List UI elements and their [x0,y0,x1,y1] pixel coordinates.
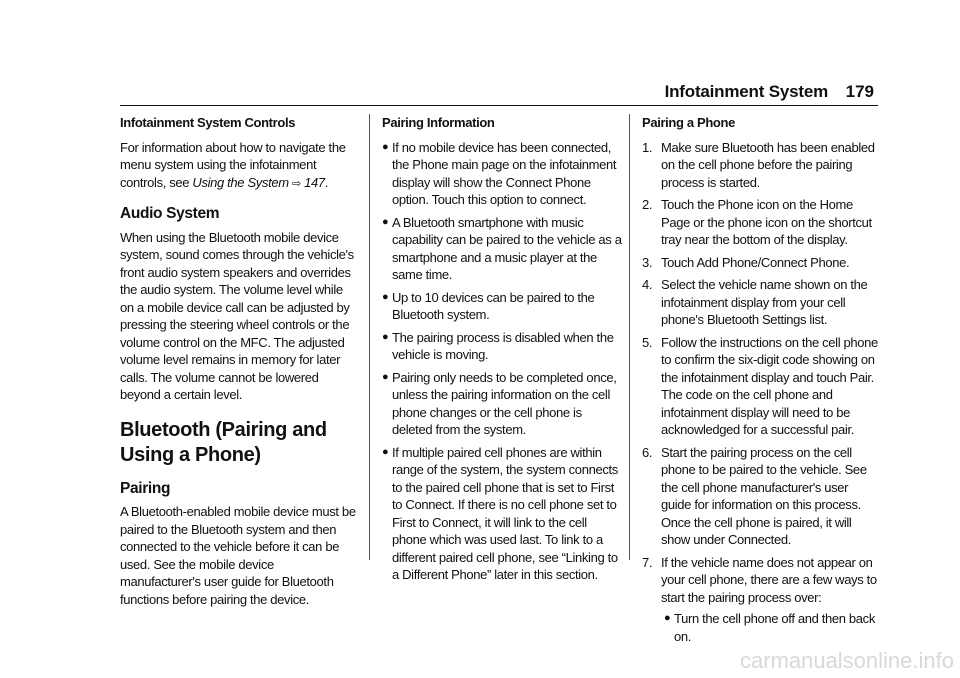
step-item [642,139,880,192]
page-header [0,0,960,100]
step-text: If the vehicle name does not appear on your cell phone, there are a few ways to start the pairing process over: [661,554,877,605]
audio-system-paragraph: When using the Bluetooth mobile device system, sound comes through the vehicle's front audio system speakers and overrides the audio system. The volume level while on a mobile device call can be adjusted by pressing the steering wheel controls or the volume control on the MFC. The adjusted volume level remains in memory for later calls. The volume cannot be lowered beyond a certain level. [120,229,354,402]
cross-ref-link[interactable]: Using the System [192,174,289,190]
step-number: 3. [642,254,653,270]
step-item [642,554,880,646]
pairing-info-list [382,139,622,584]
cross-ref-page[interactable]: 147 [304,174,325,190]
bullet-icon: ● [382,140,389,153]
bullet-icon: ● [382,445,389,458]
controls-subheading: Infotainment System Controls [120,115,296,130]
list-item [382,289,622,324]
bullet-icon: ● [382,370,389,383]
bullet-icon: ● [382,330,389,343]
list-item [382,214,622,284]
step-item [642,254,880,272]
step-text: Start the pairing process on the cell phone to be paired to the vehicle. See the cell phone manufacturer's user guide for information on this process. Once the cell phone is paired, it will show under Connected. [661,444,867,547]
step-number: 2. [642,197,653,212]
step-text: Touch the Phone icon on the Home Page or the phone icon on the shortcut tray near the bottom of the display. [661,197,872,247]
list-item-text: Turn the cell phone off and then back on. [674,611,875,644]
pairing-steps-list [642,139,880,646]
list-item-text: The pairing process is disabled when the vehicle is moving. [392,329,614,362]
step-text: Follow the instructions on the cell phone to confirm the six-digit code showing on the infotainment display and touch Pair. The code on the cell phone and infotainment display will need to be acknowledged for a successful pair. [661,334,878,437]
bullet-icon: ● [382,215,389,228]
column-3 [642,114,880,650]
step-item [642,196,880,249]
list-item-text: A Bluetooth smartphone with music capability can be paired to the vehicle as a smartphone and a music player at the same time. [392,214,622,282]
column-2 [382,114,622,589]
list-item-text: If no mobile device has been connected, the Phone main page on the infotainment display will show the Connect Phone option. Touch this option to connect. [392,139,617,207]
step-number: 5. [642,334,653,350]
step-item [642,444,880,549]
list-item [382,444,622,584]
page-number: 179 [845,82,874,101]
pairing-phone-subheading: Pairing a Phone [642,115,735,130]
pairing-heading: Pairing [120,479,171,497]
controls-text: For information about how to navigate the menu system using the infotainment controls, see [120,139,346,190]
pairing-paragraph: A Bluetooth-enabled mobile device must be paired to the Bluetooth system and then connected to the vehicle before it can be used. See the mobile device manufacturer's user guide for Bluetooth functions before pairing the device. [120,504,356,607]
list-item-text: If multiple paired cell phones are within range of the system, the system connects to the paired cell phone that is set to First to Connect. If there is no cell phone set to First to Connect, it will link to the cell phone which was used last. To link to a different paired cell phone, see “Linking to a Different Phone” later in this section. [392,444,618,582]
list-item-text: Pairing only needs to be completed once, unless the pairing information on the cell phone changes or the cell phone is deleted from the system. [392,369,617,437]
page-ref-arrow-icon: ⇨ [291,177,301,190]
column-divider [369,114,370,560]
list-item [382,139,622,209]
header-title: Infotainment System [664,82,828,101]
step-number: 6. [642,444,653,460]
sub-list [664,610,880,645]
bullet-icon: ● [382,290,389,303]
list-item-text: Up to 10 devices can be paired to the Bluetooth system. [392,289,595,322]
list-item [382,329,622,364]
step-text: Touch Add Phone/Connect Phone. [661,254,850,270]
step-text: Make sure Bluetooth has been enabled on the cell phone before the pairing process is started. [661,139,875,190]
step-item [642,276,880,329]
column-1 [120,114,356,616]
step-text: Select the vehicle name shown on the infotainment display from your cell phone's Bluetooth Settings list. [661,277,868,327]
step-item [642,334,880,439]
controls-paragraph: For information about how to navigate the menu system using the infotainment controls, see Using the System ⇨ 147. [120,139,346,190]
header-rule [120,105,878,106]
bluetooth-heading: Bluetooth (Pairing and Using a Phone) [120,418,327,466]
audio-system-heading: Audio System [120,205,220,222]
step-number: 1. [642,139,653,155]
watermark: carmanualsonline.info [739,648,954,673]
list-item [382,369,622,439]
column-divider [629,114,630,560]
pairing-info-subheading: Pairing Information [382,115,495,130]
step-number: 7. [642,554,653,570]
bullet-icon: ● [664,612,671,624]
step-number: 4. [642,277,653,292]
list-item [664,610,880,645]
